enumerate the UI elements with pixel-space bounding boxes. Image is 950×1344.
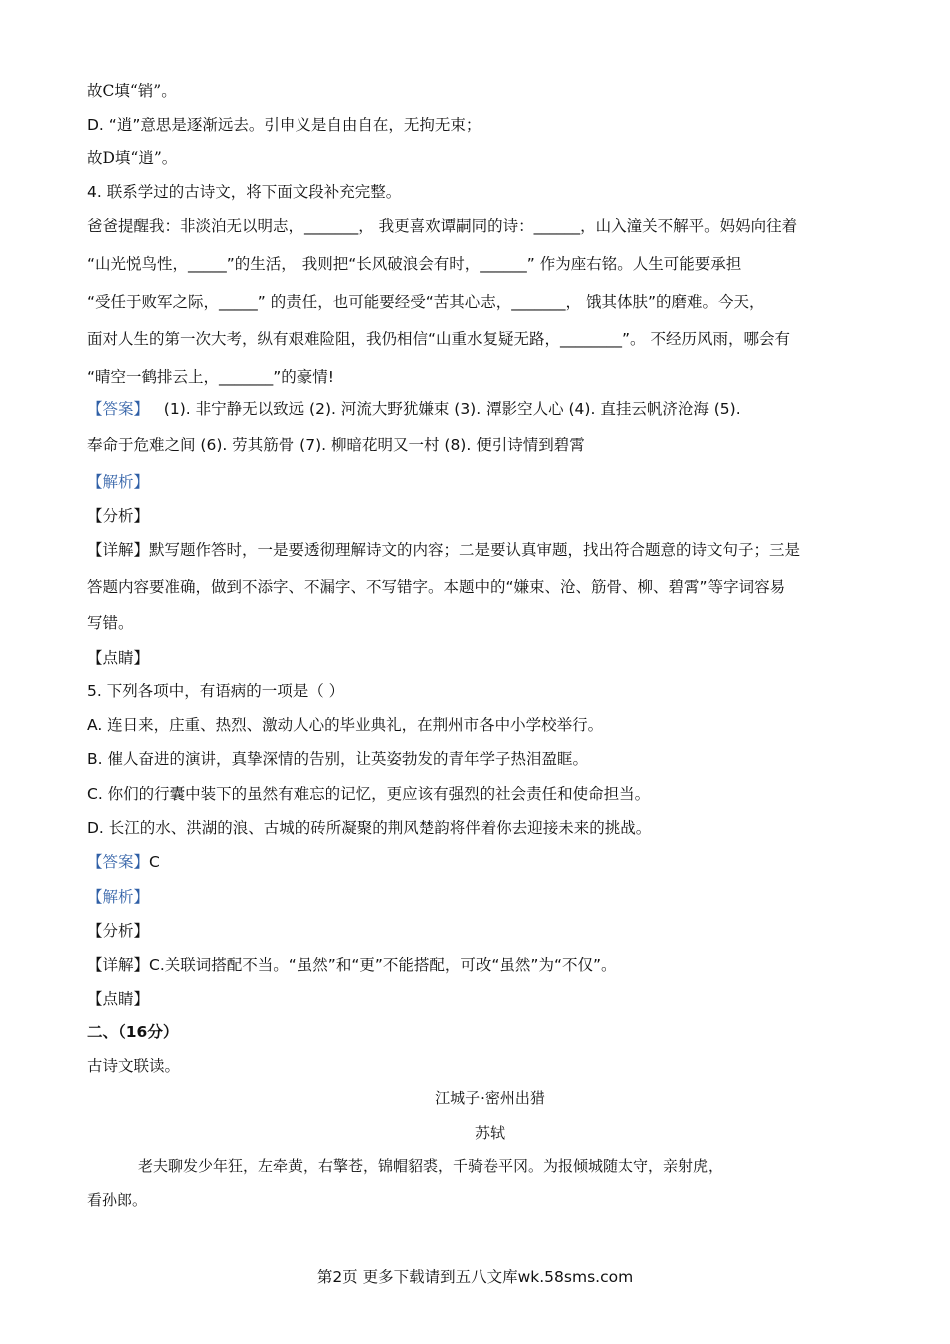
text-line: “受任于败军之际，_____” 的责任，也可能要经受“苦其心志，_______， 饿其体肤”的磨难。今天，: [87, 293, 765, 311]
detail-line: 【详解】默写题作答时，一是要透彻理解诗文的内容；二是要认真审题，找出符合题意的诗文句子；三是: [87, 541, 801, 559]
answer-tag: 【答案】: [87, 400, 150, 418]
question-4-title: 4. 联系学过的古诗文，将下面文段补充完整。: [87, 183, 402, 201]
text-line: 故C填“销”。: [87, 82, 177, 100]
text-line: “山光悦鸟性，_____”的生活， 我则把“长风破浪会有时，______” 作为座右铭。人生可能要承担: [87, 255, 742, 273]
page-footer: 第2页 更多下载请到五八文库wk.58sms.com: [316, 1268, 634, 1286]
detail-tag: 【详解】: [87, 541, 150, 559]
option-a: A. 连日来，庄重、热烈、激动人心的毕业典礼，在荆州市各中小学校举行。: [87, 716, 604, 734]
question-5-title: 5. 下列各项中，有语病的一项是（ ）: [87, 682, 345, 700]
text-line: 古诗文联读。: [87, 1057, 181, 1075]
fenxi-tag: 【分析】: [87, 922, 150, 940]
answer-line: [87, 398, 877, 420]
answer-line: [87, 851, 877, 873]
answer-tag: 【答案】: [87, 853, 150, 871]
text-line: 故D填“逍”。: [87, 149, 178, 167]
dianjing-tag: 【点睛】: [87, 990, 150, 1008]
detail-line: 【详解】C.关联词搭配不当。“虽然”和“更”不能搭配，可改“虽然”为“不仅”。: [87, 956, 617, 974]
poem-title: 江城子·密州出猎: [435, 1089, 545, 1107]
poem-line: 老夫聊发少年狂，左牵黄，右擎苍，锦帽貂裘，千骑卷平冈。为报倾城随太守，亲射虎，: [138, 1157, 724, 1175]
text-line: “晴空一鹤排云上，_______”的豪情!: [87, 368, 335, 386]
option-c: C. 你们的行囊中装下的虽然有难忘的记忆，更应该有强烈的社会责任和使命担当。: [87, 785, 651, 803]
answer-text: C: [149, 853, 160, 871]
detail-tag: 【详解】: [87, 956, 150, 974]
poem-author: 苏轼: [474, 1124, 505, 1142]
text-line: 爸爸提醒我：非淡泊无以明志，_______， 我更喜欢谭嗣同的诗：______，山入潼关不解平。妈妈向往着: [87, 217, 798, 235]
dianjing-tag: 【点睛】: [87, 649, 150, 667]
answer-text: (1). 非宁静无以致远 (2). 河流大野犹嫌束 (3). 潭影空人心 (4). 直挂云帆济沧海 (5).: [163, 400, 741, 418]
analysis-tag: 【解析】: [87, 473, 150, 491]
text-line: 面对人生的第一次大考，纵有艰难险阻，我仍相信“山重水复疑无路，________”。 不经历风雨，哪会有: [87, 330, 790, 348]
text-line: 答题内容要准确，做到不添字、不漏字、不写错字。本题中的“嫌束、沧、筋骨、柳、碧霄”等字词容易: [87, 578, 786, 596]
poem-line: 看孙郎。: [87, 1191, 148, 1209]
option-b: B. 催人奋进的演讲，真挚深情的告别，让英姿勃发的青年学子热泪盈眶。: [87, 750, 588, 768]
option-d: D. 长江的水、洪湖的浪、古城的砖所凝聚的荆风楚韵将伴着你去迎接未来的挑战。: [87, 819, 652, 837]
text-line: 奉命于危难之间 (6). 劳其筋骨 (7). 柳暗花明又一村 (8). 便引诗情到碧霄: [87, 436, 585, 454]
fenxi-tag: 【分析】: [87, 507, 150, 525]
text-line: D. “逍”意思是逐渐远去。引申义是自由自在，无拘无束；: [87, 116, 482, 134]
section-heading: 二、（16分）: [87, 1023, 179, 1041]
analysis-tag: 【解析】: [87, 888, 150, 906]
text-line: 写错。: [87, 614, 134, 632]
